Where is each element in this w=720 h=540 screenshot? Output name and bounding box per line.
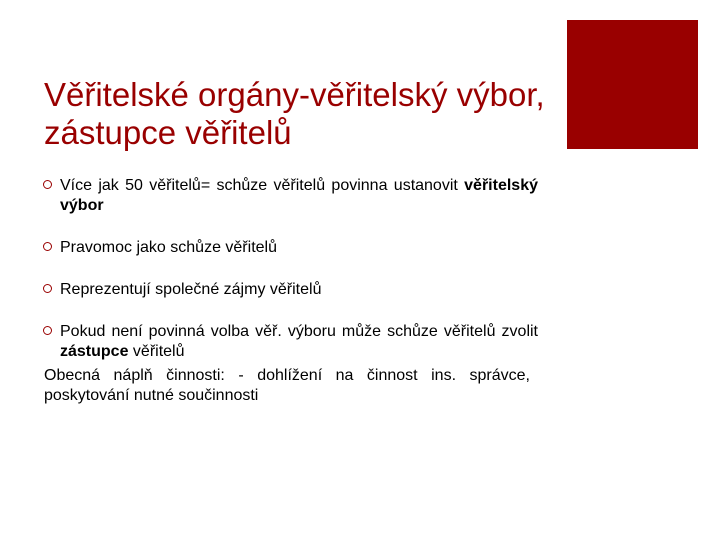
activity-note: Obecná náplň činnosti: - dohlížení na činnost ins. správce, poskytování nutné součinnosti <box>44 367 530 404</box>
decorative-accent-block <box>567 20 698 149</box>
circle-bullet-icon <box>43 284 52 293</box>
bullet-text <box>60 239 277 256</box>
bullet-bold-term: zástupce <box>60 343 129 360</box>
bullet-list <box>43 176 538 384</box>
bullet-text-segment: Více jak 50 věřitelů= schůze věřitelů povinna ustanovit <box>60 177 465 194</box>
bullet-item <box>43 176 538 216</box>
bullet-text <box>60 323 538 360</box>
bullet-text-segment: Pravomoc jako schůze věřitelů <box>60 239 277 256</box>
bullet-text <box>60 177 538 214</box>
bullet-item <box>43 322 538 362</box>
bullet-bold-term: věřitelský výbor <box>60 177 538 214</box>
bullet-item <box>43 280 538 300</box>
bullet-text-segment: Reprezentují společné zájmy věřitelů <box>60 281 322 298</box>
bullet-text-segment: Pokud není povinná volba věř. výboru může schůze věřitelů zvolit <box>60 323 538 340</box>
bullet-text-segment: věřitelů <box>128 343 185 360</box>
slide-title: Věřitelské orgány-věřitelský výbor, zástupce věřitelů <box>44 76 545 151</box>
bullet-item <box>43 238 538 258</box>
circle-bullet-icon <box>43 326 52 335</box>
circle-bullet-icon <box>43 242 52 251</box>
circle-bullet-icon <box>43 180 52 189</box>
bullet-text <box>60 281 321 298</box>
